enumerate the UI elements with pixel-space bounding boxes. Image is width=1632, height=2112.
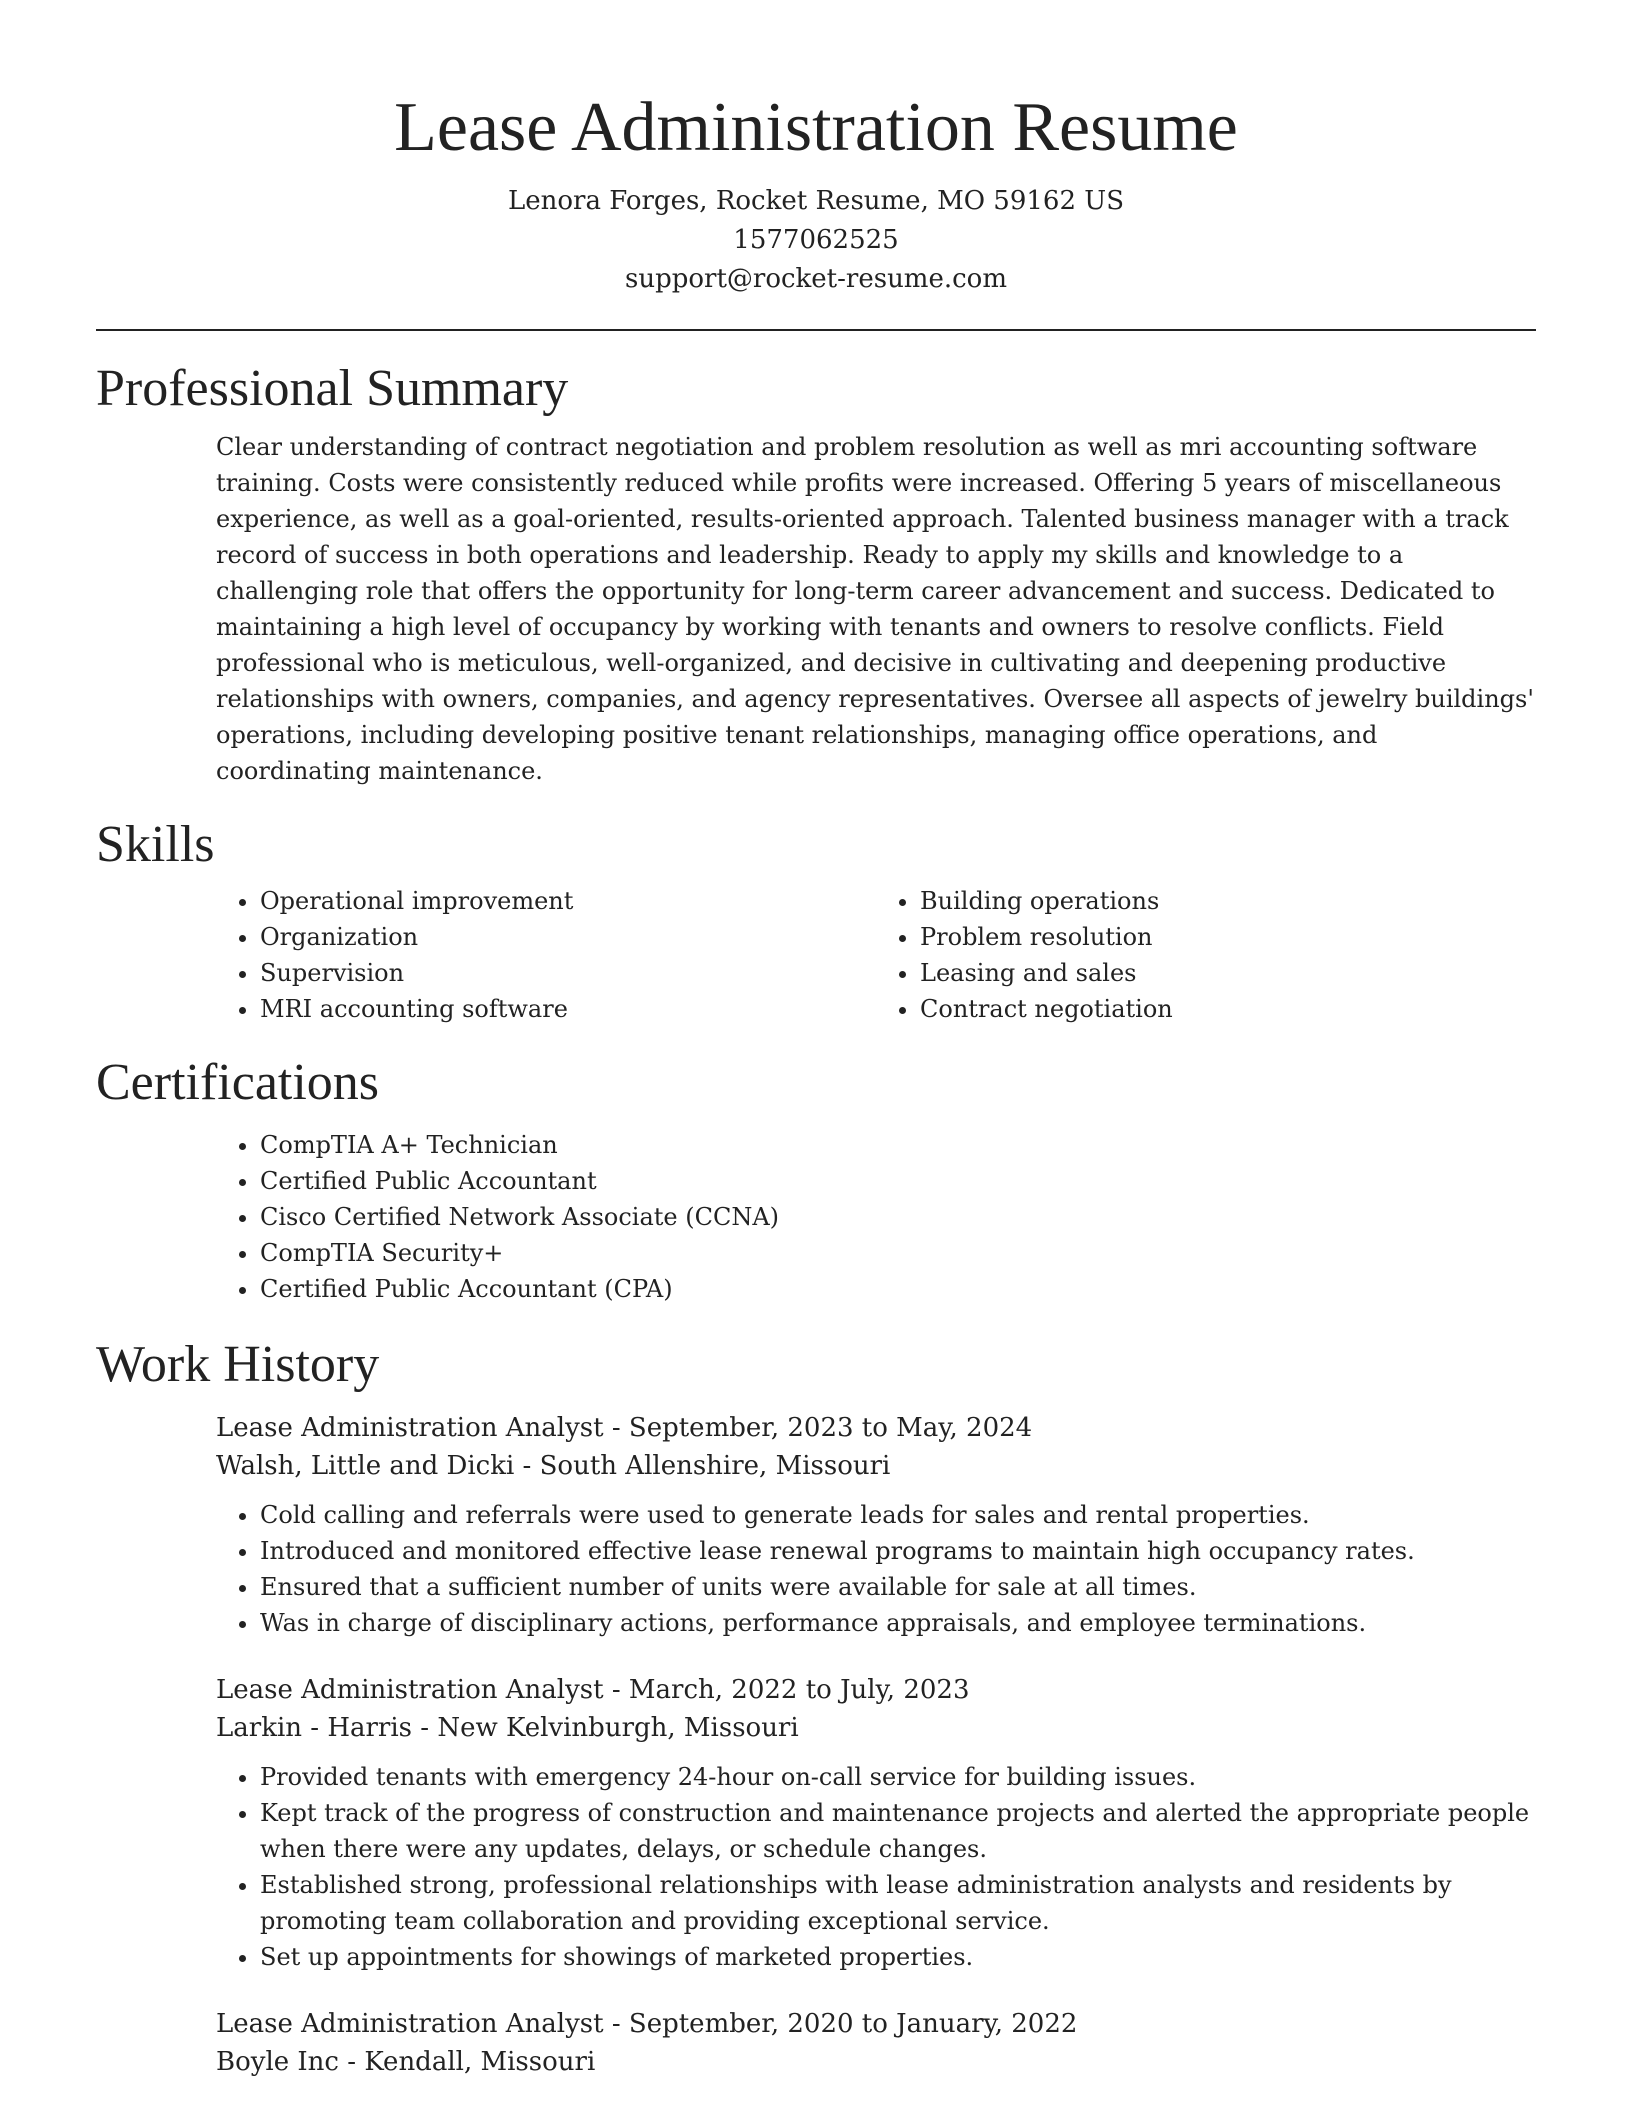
job-dates: September, 2020 to January, 2022	[628, 2009, 1078, 2039]
separator: -	[514, 1451, 540, 1481]
certifications-heading: Certifications	[96, 1054, 380, 1111]
job-location: Kendall, Missouri	[364, 2047, 596, 2077]
job-company-line	[216, 2043, 1536, 2081]
job-company-line	[216, 1709, 1536, 1747]
work-history-heading: Work History	[96, 1336, 380, 1393]
separator: -	[412, 1713, 438, 1743]
separator: -	[603, 1413, 629, 1443]
job-company-line	[216, 1447, 1536, 1485]
header-divider	[96, 329, 1536, 331]
job-bullet: • Cold calling and referrals were used to generate leads for sales and rental properties.	[260, 1497, 1536, 1533]
certification-item: • Cisco Certified Network Associate (CCNA)	[260, 1199, 1536, 1235]
job-company: Larkin - Harris	[216, 1713, 413, 1743]
skills-list-right	[876, 883, 1536, 1027]
job-bullet: • Established strong, professional relationships with lease administration analysts and residents by promoting team collaboration and providing exceptional service.	[260, 1867, 1536, 1939]
skill-item: • Building operations	[920, 883, 1536, 919]
certifications-list	[216, 1127, 1536, 1307]
job-company: Boyle Inc	[216, 2047, 339, 2077]
job-bullets	[216, 1759, 1536, 1975]
job-entry	[216, 1671, 1536, 1975]
contact-email: support@rocket-resume.com	[624, 264, 1007, 294]
job-dates: March, 2022 to July, 2023	[628, 1675, 970, 1705]
certification-item: • Certified Public Accountant (CPA)	[260, 1271, 1536, 1307]
skill-item: • Leasing and sales	[920, 955, 1536, 991]
job-bullet: • Introduced and monitored effective lease renewal programs to maintain high occupancy rates.	[260, 1533, 1536, 1569]
job-location: New Kelvinburgh, Missouri	[437, 1713, 799, 1743]
skills-heading: Skills	[96, 816, 215, 873]
job-dates: September, 2023 to May, 2024	[628, 1413, 1033, 1443]
separator: -	[603, 2009, 629, 2039]
summary-section	[96, 359, 1536, 789]
skill-item: • Supervision	[260, 955, 876, 991]
skill-item: • Problem resolution	[920, 919, 1536, 955]
work-history-section	[96, 1335, 1536, 2081]
skill-item: • MRI accounting software	[260, 991, 876, 1027]
job-entry	[216, 2005, 1536, 2081]
document-title: Lease Administration Resume	[394, 89, 1238, 166]
certifications-section	[96, 1053, 1536, 1307]
separator: -	[603, 1675, 629, 1705]
job-title: Lease Administration Analyst	[216, 1675, 604, 1705]
contact-block	[96, 182, 1536, 299]
resume-header	[96, 0, 1536, 299]
skills-grid	[216, 883, 1536, 1027]
job-entry	[216, 1409, 1536, 1641]
job-title: Lease Administration Analyst	[216, 2009, 604, 2039]
job-title-line	[216, 1671, 1536, 1709]
summary-text: Clear understanding of contract negotiation and problem resolution as well as mri accounting software training. Costs were consistently reduced while profits were increased. Offering 5 years of miscellaneous experience, as well as a goal-oriented, results-oriented approach. Talented business manager with a track record of success in both operations and leadership. Ready to apply my skills and knowledge to a challenging role that offers the opportunity for long-term career advancement and success. Dedicated to maintaining a high level of occupancy by working with tenants and owners to resolve conflicts. Field professional who is meticulous, well-organized, and decisive in cultivating and deepening productive relationships with owners, companies, and agency representatives. Oversee all aspects of jewelry buildings' operations, including developing positive tenant relationships, managing office operations, and coordinating maintenance.	[216, 433, 1534, 785]
job-bullet: • Ensured that a sufficient number of units were available for sale at all times.	[260, 1569, 1536, 1605]
separator: -	[339, 2047, 365, 2077]
skills-list-left	[216, 883, 876, 1027]
contact-phone: 1577062525	[733, 225, 899, 255]
job-bullets	[216, 1497, 1536, 1641]
certification-item: • CompTIA Security+	[260, 1235, 1536, 1271]
job-bullet: • Provided tenants with emergency 24-hour on-call service for building issues.	[260, 1759, 1536, 1795]
skill-item: • Organization	[260, 919, 876, 955]
job-bullet: • Was in charge of disciplinary actions, performance appraisals, and employee terminations.	[260, 1605, 1536, 1641]
job-company: Walsh, Little and Dicki	[216, 1451, 515, 1481]
job-title: Lease Administration Analyst	[216, 1413, 604, 1443]
job-title-line	[216, 2005, 1536, 2043]
skills-section	[96, 815, 1536, 1027]
skill-item: • Operational improvement	[260, 883, 876, 919]
contact-address: Lenora Forges, Rocket Resume, MO 59162 US	[507, 186, 1124, 216]
job-title-line	[216, 1409, 1536, 1447]
job-bullet: • Kept track of the progress of construction and maintenance projects and alerted the appropriate people when there were any updates, delays, or schedule changes.	[260, 1795, 1536, 1867]
summary-heading: Professional Summary	[96, 360, 569, 417]
certification-item: • CompTIA A+ Technician	[260, 1127, 1536, 1163]
job-location: South Allenshire, Missouri	[539, 1451, 891, 1481]
certification-item: • Certified Public Accountant	[260, 1163, 1536, 1199]
job-bullet: • Set up appointments for showings of marketed properties.	[260, 1939, 1536, 1975]
skill-item: • Contract negotiation	[920, 991, 1536, 1027]
